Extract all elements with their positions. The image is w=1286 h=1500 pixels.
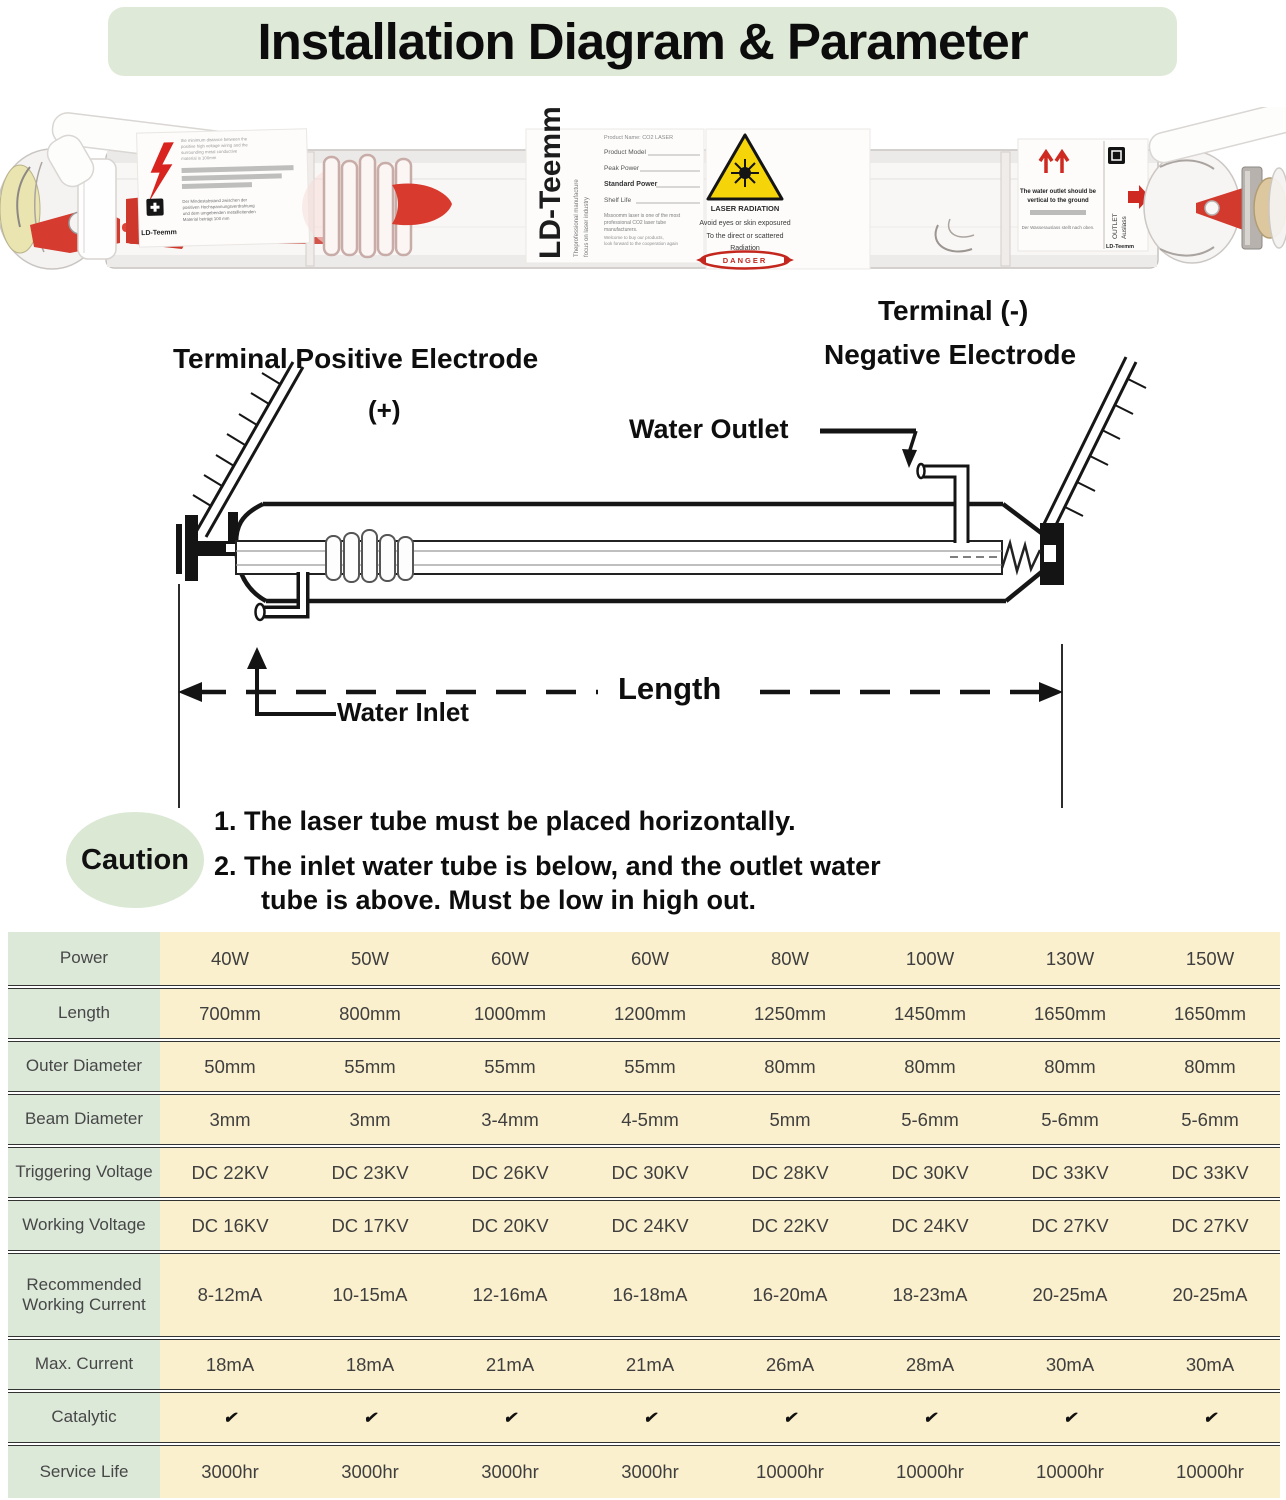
cell: 8-12mA (160, 1254, 300, 1336)
left-end-flange (176, 512, 238, 581)
caution-badge (66, 812, 204, 908)
negative-electrode-lead (1042, 357, 1146, 533)
label-length: Length (618, 671, 722, 706)
check-cell: ✔ (440, 1393, 580, 1442)
cell: DC 22KV (160, 1148, 300, 1197)
outlet-jp-bar (1030, 210, 1086, 215)
label-negative-electrode: Negative Electrode (824, 339, 1077, 370)
package-icon (1108, 147, 1125, 164)
water-inlet-pipe (256, 572, 304, 620)
cell: 80W (720, 932, 860, 985)
cell: DC 16KV (160, 1201, 300, 1250)
desc-2: professional CO2 laser tube (604, 220, 666, 226)
table-row-power (8, 932, 1280, 985)
installation-diagram (0, 285, 1286, 815)
cell: 1000mm (440, 989, 580, 1038)
left-label-de-4: Material beträgt 100 mm (182, 215, 230, 222)
cell: 80mm (1140, 1042, 1280, 1091)
row-label: Beam Diameter (8, 1095, 160, 1144)
brand-tagline-2: focus on laser industry (584, 196, 590, 257)
cell: 55mm (440, 1042, 580, 1091)
cell: 4-5mm (580, 1095, 720, 1144)
cell: DC 30KV (860, 1148, 1000, 1197)
cell: 5-6mm (860, 1095, 1000, 1144)
cell: 10000hr (1140, 1446, 1280, 1498)
auslass-word: Auslass (1121, 216, 1128, 239)
outlet-note-1: The water outlet should be (1019, 189, 1097, 195)
caution-badge-text: Caution (81, 843, 189, 876)
laser-starburst-icon (731, 159, 759, 187)
cell: 3000hr (300, 1446, 440, 1498)
laser-warning-line-3: Radiation (730, 245, 760, 252)
table-row-beam-diameter (8, 1091, 1280, 1144)
label-water-inlet: Water Inlet (337, 697, 469, 727)
cell: 800mm (300, 989, 440, 1038)
cell: 16-18mA (580, 1254, 720, 1336)
caution-note-1: 1. The laser tube must be placed horizontally. (214, 806, 796, 836)
outlet-de: Der Wasserauslass stellt nach oben. (1021, 225, 1095, 230)
cell: DC 27KV (1140, 1201, 1280, 1250)
left-label-de-2: positiven Hochspannungsverdrahtung (182, 203, 255, 210)
cell: 50mm (160, 1042, 300, 1091)
desc-4: Welcome to buy our products, (604, 235, 664, 240)
cell: 28mA (860, 1340, 1000, 1389)
field-product-model: Product Model (604, 149, 646, 156)
caution-note-2-line-1: 2. The inlet water tube is below, and the outlet water (214, 851, 881, 881)
cell: 5-6mm (1140, 1095, 1280, 1144)
cell: 1250mm (720, 989, 860, 1038)
table-row-catalytic (8, 1389, 1280, 1442)
outlet-note-2: vertical to the ground (1027, 198, 1089, 204)
field-standard-power: Standard Power (604, 181, 658, 188)
cell: 30mA (1000, 1340, 1140, 1389)
cell: 10000hr (860, 1446, 1000, 1498)
check-cell: ✔ (160, 1393, 300, 1442)
check-cell: ✔ (1140, 1393, 1280, 1442)
inner-coil (326, 530, 413, 582)
glass-ring-right (1001, 152, 1010, 266)
product-name-line: Product Name: CO2 LASER (604, 135, 674, 141)
cell: DC 23KV (300, 1148, 440, 1197)
desc-1: Mssoomm laser is one of the most (604, 213, 681, 219)
laser-tube-photo-svg (0, 107, 1286, 277)
center-brand-label (526, 107, 704, 263)
right-end-cap (1040, 523, 1064, 585)
left-label-de-3: und dem umgebenden metallleitenden (182, 209, 256, 216)
cell: 5mm (720, 1095, 860, 1144)
outlet-word: OUTLET (1112, 213, 1119, 239)
table-row-triggering-voltage (8, 1144, 1280, 1197)
row-label: Triggering Voltage (8, 1148, 160, 1197)
check-cell: ✔ (300, 1393, 440, 1442)
label-terminal-positive: Terminal Positive Electrode (173, 343, 539, 374)
cell: 80mm (1000, 1042, 1140, 1091)
table-row-max-current (8, 1336, 1280, 1389)
cell: DC 22KV (720, 1201, 860, 1250)
cell: 20-25mA (1140, 1254, 1280, 1336)
label-terminal-negative: Terminal (-) (878, 295, 1029, 326)
table-row-service-life (8, 1442, 1280, 1498)
cell: 60W (440, 932, 580, 985)
cell: DC 17KV (300, 1201, 440, 1250)
label-positive-sign: (+) (368, 395, 401, 425)
check-cell: ✔ (1000, 1393, 1140, 1442)
left-label-en-2: positive high voltage wiring and the (180, 142, 248, 150)
cell: 100W (860, 932, 1000, 985)
cell: 5-6mm (1000, 1095, 1140, 1144)
row-label: Outer Diameter (8, 1042, 160, 1091)
cell: 10-15mA (300, 1254, 440, 1336)
right-outlet-label (1018, 139, 1150, 251)
left-label-en-1: the minimum distance between the (180, 136, 248, 144)
check-cell: ✔ (580, 1393, 720, 1442)
cell: DC 30KV (580, 1148, 720, 1197)
laser-radiation-title: LASER RADIATION (710, 204, 780, 213)
cell: 12-16mA (440, 1254, 580, 1336)
brand-tagline-1: Theprofessional manufacture (574, 179, 580, 257)
cell: DC 27KV (1000, 1201, 1140, 1250)
danger-text: DANGER (722, 256, 768, 265)
laser-warning-line-2: To the direct or scattered (706, 233, 784, 240)
cell: 3000hr (160, 1446, 300, 1498)
cell: 30mA (1140, 1340, 1280, 1389)
row-label: Service Life (8, 1446, 160, 1498)
label-water-outlet: Water Outlet (629, 414, 789, 444)
row-label: Working Voltage (8, 1201, 160, 1250)
water-pipe-right (1146, 107, 1286, 166)
row-label: Recommended Working Current (8, 1254, 160, 1336)
cell: 3mm (160, 1095, 300, 1144)
cell: 50W (300, 932, 440, 985)
cell: 1200mm (580, 989, 720, 1038)
cell: 60W (580, 932, 720, 985)
check-cell: ✔ (720, 1393, 860, 1442)
cell: 80mm (720, 1042, 860, 1091)
cell: 3000hr (580, 1446, 720, 1498)
cell: 21mA (440, 1340, 580, 1389)
cell: 10000hr (1000, 1446, 1140, 1498)
cell: 1450mm (860, 989, 1000, 1038)
title-band (108, 7, 1177, 76)
cell: 55mm (580, 1042, 720, 1091)
left-label-brand: LD-Teemm (141, 229, 177, 238)
cell: DC 33KV (1000, 1148, 1140, 1197)
field-shelf-life: Shelf Life (604, 197, 632, 204)
table-row-outer-diameter (8, 1038, 1280, 1091)
cell: DC 26KV (440, 1148, 580, 1197)
laser-tube-photo (0, 107, 1286, 277)
desc-5: look forward to the cooperation again (604, 241, 679, 246)
page-title: Installation Diagram & Parameter (257, 13, 1028, 70)
cell: 10000hr (720, 1446, 860, 1498)
row-label: Max. Current (8, 1340, 160, 1389)
caution-note-2-line-2: tube is above. Must be low in high out. (261, 885, 757, 915)
cell: 20-25mA (1000, 1254, 1140, 1336)
cell: 3-4mm (440, 1095, 580, 1144)
cell: 18mA (160, 1340, 300, 1389)
table-row-working-voltage (8, 1197, 1280, 1250)
cell: 3000hr (440, 1446, 580, 1498)
row-label: Power (8, 932, 160, 985)
laser-warning-line-1: Avoid eyes or skin exposured (699, 220, 791, 227)
cell: 150W (1140, 932, 1280, 985)
cell: 40W (160, 932, 300, 985)
right-label-brand: LD-Teemm (1106, 244, 1135, 250)
left-label-en-4: material is 100mm (181, 155, 217, 162)
cell: 1650mm (1000, 989, 1140, 1038)
cell: 55mm (300, 1042, 440, 1091)
check-cell: ✔ (860, 1393, 1000, 1442)
cell: 3mm (300, 1095, 440, 1144)
water-outlet-leader (820, 431, 917, 468)
field-peak-power: Peak Power (604, 165, 640, 172)
cell: 130W (1000, 932, 1140, 985)
cell: DC 33KV (1140, 1148, 1280, 1197)
brand-vertical: LD-Teemm (534, 107, 567, 259)
cell: 16-20mA (720, 1254, 860, 1336)
laser-radiation-label (696, 129, 870, 269)
left-label-de-1: Der Mindestabstand zwischen der (182, 197, 248, 204)
parameter-table (8, 932, 1280, 1498)
cell: 700mm (160, 989, 300, 1038)
table-row-length (8, 985, 1280, 1038)
tube-right-end (1144, 107, 1286, 263)
cell: DC 20KV (440, 1201, 580, 1250)
cell: 21mA (580, 1340, 720, 1389)
cell: DC 28KV (720, 1148, 860, 1197)
cell: 1650mm (1140, 989, 1280, 1038)
cell: 18mA (300, 1340, 440, 1389)
cell: 80mm (860, 1042, 1000, 1091)
row-label: Length (8, 989, 160, 1038)
left-label-en-3: surrounding metal conductive (181, 148, 238, 156)
row-label: Catalytic (8, 1393, 160, 1442)
cell: DC 24KV (860, 1201, 1000, 1250)
cell: 18-23mA (860, 1254, 1000, 1336)
left-warning-label (137, 129, 310, 247)
water-inlet-leader (247, 647, 336, 714)
table-row-recommended-current (8, 1250, 1280, 1336)
cell: 26mA (720, 1340, 860, 1389)
desc-3: manufacturers. (604, 227, 638, 233)
cell: DC 24KV (580, 1201, 720, 1250)
